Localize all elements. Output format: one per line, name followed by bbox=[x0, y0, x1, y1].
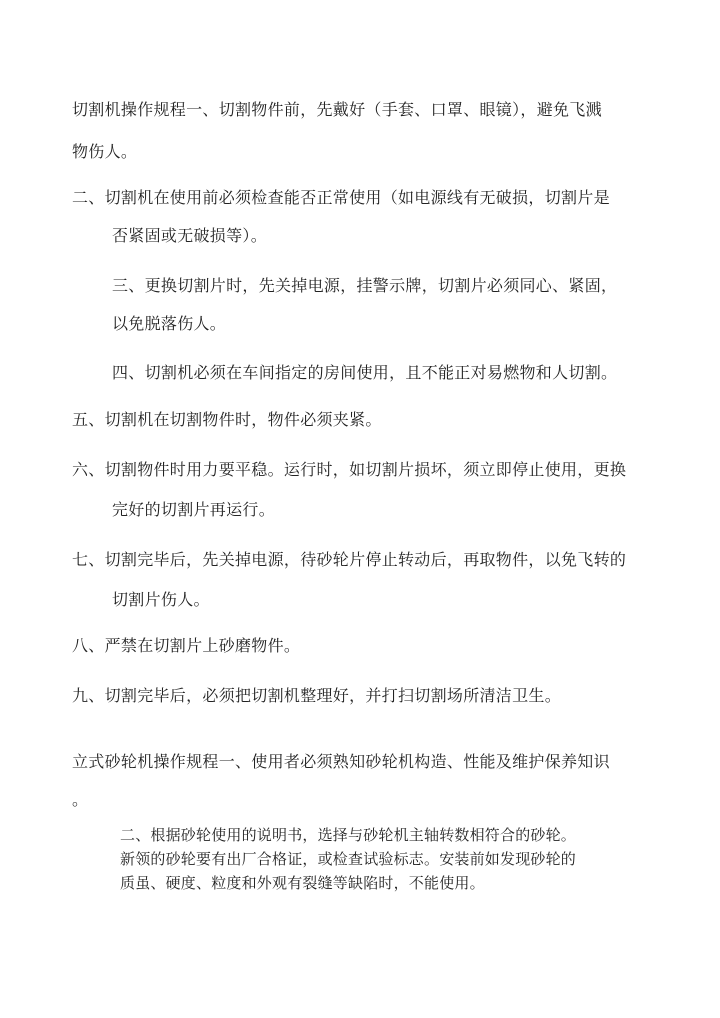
text-line: 二、切割机在使用前必须检查能否正常使用（如电源线有无破损，切割片是 bbox=[72, 188, 610, 207]
text-line: 七、切割完毕后，先关掉电源，待砂轮片停止转动后，再取物件，以免飞转的 bbox=[72, 550, 627, 569]
text-line: 新领的砂轮要有出厂合格证，或检查试验标志。安装前如发现砂轮的 bbox=[120, 850, 577, 868]
text-line: 切割机操作规程一、切割物件前，先戴好（手套、口罩、眼镜），避免飞溅 bbox=[72, 100, 602, 119]
text-line: 八、严禁在切割片上砂磨物件。 bbox=[72, 636, 301, 655]
text-line: 二、根据砂轮使用的说明书，选择与砂轮机主轴转数相符合的砂轮。 bbox=[120, 826, 577, 844]
text-line: 四、切割机必须在车间指定的房间使用，且不能正对易燃物和人切割。 bbox=[112, 363, 618, 382]
text-line: 六、切割物件时用力要平稳。运行时，如切割片损坏，须立即停止使用，更换 bbox=[72, 460, 627, 479]
text-line: 以免脱落伤人。 bbox=[112, 314, 227, 333]
text-line: 立式砂轮机操作规程一、使用者必须熟知砂轮机构造、性能及维护保养知识 bbox=[72, 752, 610, 771]
text-line: 质虽、硬度、粒度和外观有裂缝等缺陷时，不能使用。 bbox=[120, 874, 485, 892]
text-line: 切割片伤人。 bbox=[112, 590, 210, 609]
text-line: 否紧固或无破损等）。 bbox=[112, 226, 268, 245]
text-line: 物伤人。 bbox=[72, 142, 138, 161]
text-line: 。 bbox=[72, 790, 89, 809]
text-line: 三、更换切割片时，先关掉电源，挂警示牌，切割片必须同心、紧固， bbox=[112, 276, 618, 295]
text-line: 完好的切割片再运行。 bbox=[112, 500, 276, 519]
text-line: 五、切割机在切割物件时，物件必须夹紧。 bbox=[72, 410, 382, 429]
text-line: 九、切割完毕后，必须把切割机整理好，并打扫切割场所清洁卫生。 bbox=[72, 686, 562, 705]
